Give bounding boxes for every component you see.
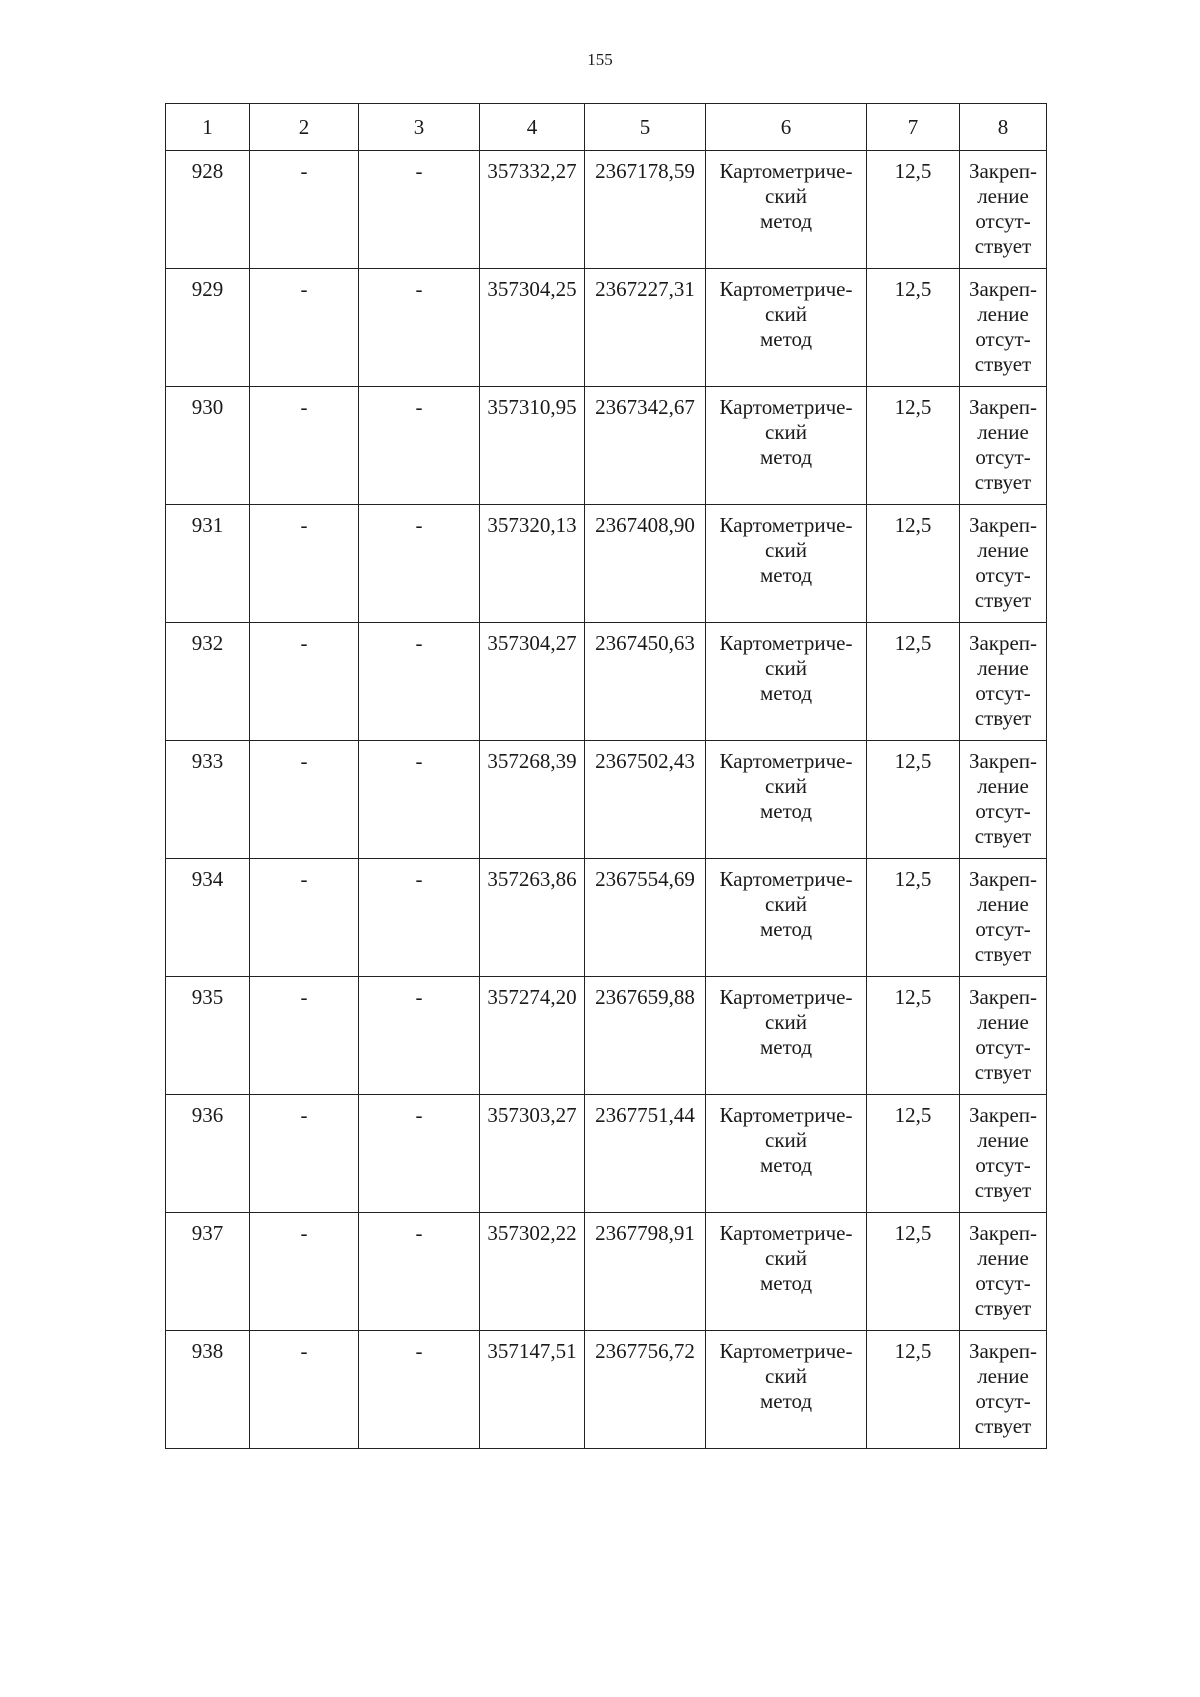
cell-text: 12,5 (894, 1339, 932, 1363)
accuracy-cell (867, 1213, 960, 1331)
cell-text: Картометриче- ский метод (719, 867, 853, 941)
point-number-cell (166, 1213, 250, 1331)
method-cell (706, 387, 867, 505)
point-number-cell (166, 623, 250, 741)
cell-text: 12,5 (894, 867, 932, 891)
y-coordinate-cell (585, 505, 706, 623)
cell-text: Картометриче- ский метод (719, 513, 853, 587)
cell-text: 12,5 (894, 513, 932, 537)
point-number-cell (166, 387, 250, 505)
cell-text: 934 (191, 867, 224, 891)
cell-text: 928 (191, 159, 224, 183)
cell-text: 12,5 (894, 631, 932, 655)
cell-text: 357332,27 (487, 159, 577, 183)
cell-text: 357263,86 (487, 867, 577, 891)
point-number-cell (166, 741, 250, 859)
column-header-6: 6 (706, 104, 867, 151)
cell-text: - (415, 631, 423, 655)
fixation-cell (960, 387, 1047, 505)
point-number-cell (166, 1331, 250, 1449)
cell-text: 357274,20 (487, 985, 577, 1009)
cell-text: - (300, 513, 308, 537)
method-cell (706, 977, 867, 1095)
method-cell (706, 1213, 867, 1331)
cell-text: 12,5 (894, 1221, 932, 1245)
column-2-cell (250, 977, 359, 1095)
cell-text: 357147,51 (487, 1339, 577, 1363)
cell-text: 2367659,88 (595, 985, 695, 1009)
x-coordinate-cell (480, 623, 585, 741)
point-number-cell (166, 1095, 250, 1213)
column-2-cell (250, 1213, 359, 1331)
cell-text: - (415, 749, 423, 773)
column-header-3: 3 (359, 104, 480, 151)
method-cell (706, 269, 867, 387)
fixation-cell (960, 505, 1047, 623)
column-2-cell (250, 269, 359, 387)
method-cell (706, 623, 867, 741)
point-number-cell (166, 505, 250, 623)
fixation-cell (960, 859, 1047, 977)
y-coordinate-cell (585, 859, 706, 977)
cell-text: Закреп- ление отсут- ствует (968, 749, 1038, 848)
cell-text: - (300, 1339, 308, 1363)
table-row (166, 741, 1047, 859)
cell-text: 931 (191, 513, 224, 537)
accuracy-cell (867, 505, 960, 623)
column-header-2: 2 (250, 104, 359, 151)
cell-text: 2367227,31 (595, 277, 695, 301)
table-row (166, 977, 1047, 1095)
column-3-cell (359, 859, 480, 977)
cell-text: Закреп- ление отсут- ствует (968, 395, 1038, 494)
fixation-cell (960, 1331, 1047, 1449)
accuracy-cell (867, 741, 960, 859)
fixation-cell (960, 1095, 1047, 1213)
cell-text: 2367751,44 (595, 1103, 695, 1127)
column-3-cell (359, 1213, 480, 1331)
table-row (166, 387, 1047, 505)
accuracy-cell (867, 859, 960, 977)
table-row (166, 505, 1047, 623)
cell-text: - (415, 1103, 423, 1127)
page-number: 155 (587, 50, 613, 69)
cell-text: Картометриче- ский метод (719, 1221, 853, 1295)
cell-text: - (415, 513, 423, 537)
cell-text: 357304,25 (487, 277, 577, 301)
cell-text: - (415, 1339, 423, 1363)
cell-text: 937 (191, 1221, 224, 1245)
method-cell (706, 1331, 867, 1449)
fixation-cell (960, 269, 1047, 387)
table-row (166, 1331, 1047, 1449)
method-cell (706, 741, 867, 859)
x-coordinate-cell (480, 1095, 585, 1213)
cell-text: - (300, 277, 308, 301)
y-coordinate-cell (585, 1331, 706, 1449)
fixation-cell (960, 741, 1047, 859)
table-body (166, 151, 1047, 1449)
cell-text: Закреп- ление отсут- ствует (968, 1221, 1038, 1320)
x-coordinate-cell (480, 151, 585, 269)
column-3-cell (359, 269, 480, 387)
cell-text: 2367178,59 (595, 159, 695, 183)
cell-text: Закреп- ление отсут- ствует (968, 1103, 1038, 1202)
x-coordinate-cell (480, 1331, 585, 1449)
x-coordinate-cell (480, 387, 585, 505)
cell-text: - (415, 1221, 423, 1245)
y-coordinate-cell (585, 151, 706, 269)
cell-text: 938 (191, 1339, 224, 1363)
accuracy-cell (867, 151, 960, 269)
cell-text: - (415, 395, 423, 419)
cell-text: - (415, 867, 423, 891)
cell-text: - (300, 159, 308, 183)
x-coordinate-cell (480, 269, 585, 387)
cell-text: Закреп- ление отсут- ствует (968, 1339, 1038, 1438)
cell-text: Картометриче- ский метод (719, 985, 853, 1059)
accuracy-cell (867, 1331, 960, 1449)
cell-text: 2367756,72 (595, 1339, 695, 1363)
cell-text: - (300, 867, 308, 891)
cell-text: - (300, 1221, 308, 1245)
column-2-cell (250, 623, 359, 741)
fixation-cell (960, 151, 1047, 269)
column-3-cell (359, 151, 480, 269)
column-2-cell (250, 151, 359, 269)
column-2-cell (250, 1095, 359, 1213)
table-row (166, 1095, 1047, 1213)
accuracy-cell (867, 269, 960, 387)
cell-text: 2367798,91 (595, 1221, 695, 1245)
accuracy-cell (867, 623, 960, 741)
cell-text: Картометриче- ский метод (719, 749, 853, 823)
cell-text: 935 (191, 985, 224, 1009)
cell-text: Закреп- ление отсут- ствует (968, 631, 1038, 730)
column-header-4: 4 (480, 104, 585, 151)
cell-text: 12,5 (894, 749, 932, 773)
cell-text: - (300, 631, 308, 655)
table-row (166, 269, 1047, 387)
y-coordinate-cell (585, 1095, 706, 1213)
cell-text: - (300, 985, 308, 1009)
point-number-cell (166, 977, 250, 1095)
cell-text: 2367554,69 (595, 867, 695, 891)
accuracy-cell (867, 1095, 960, 1213)
y-coordinate-cell (585, 977, 706, 1095)
cell-text: Закреп- ление отсут- ствует (968, 513, 1038, 612)
x-coordinate-cell (480, 741, 585, 859)
cell-text: 357310,95 (487, 395, 577, 419)
column-3-cell (359, 623, 480, 741)
y-coordinate-cell (585, 741, 706, 859)
y-coordinate-cell (585, 1213, 706, 1331)
cell-text: Закреп- ление отсут- ствует (968, 159, 1038, 258)
y-coordinate-cell (585, 623, 706, 741)
cell-text: Картометриче- ский метод (719, 631, 853, 705)
cell-text: Картометриче- ский метод (719, 277, 853, 351)
cell-text: 12,5 (894, 277, 932, 301)
cell-text: - (300, 395, 308, 419)
cell-text: Закреп- ление отсут- ствует (968, 867, 1038, 966)
cell-text: 357268,39 (487, 749, 577, 773)
cell-text: 2367408,90 (595, 513, 695, 537)
column-3-cell (359, 977, 480, 1095)
column-2-cell (250, 1331, 359, 1449)
table-header-row (166, 104, 1047, 151)
cell-text: 2367342,67 (595, 395, 695, 419)
method-cell (706, 505, 867, 623)
cell-text: - (300, 1103, 308, 1127)
table-row (166, 859, 1047, 977)
table-row (166, 623, 1047, 741)
cell-text: 2367502,43 (595, 749, 695, 773)
cell-text: 932 (191, 631, 224, 655)
column-2-cell (250, 387, 359, 505)
cell-text: 12,5 (894, 159, 932, 183)
coordinates-table (165, 103, 1047, 1449)
point-number-cell (166, 269, 250, 387)
method-cell (706, 151, 867, 269)
accuracy-cell (867, 977, 960, 1095)
y-coordinate-cell (585, 269, 706, 387)
x-coordinate-cell (480, 859, 585, 977)
x-coordinate-cell (480, 977, 585, 1095)
y-coordinate-cell (585, 387, 706, 505)
fixation-cell (960, 977, 1047, 1095)
cell-text: 2367450,63 (595, 631, 695, 655)
point-number-cell (166, 151, 250, 269)
column-header-1: 1 (166, 104, 250, 151)
cell-text: 933 (191, 749, 224, 773)
cell-text: 936 (191, 1103, 224, 1127)
cell-text: 929 (191, 277, 224, 301)
cell-text: 357303,27 (487, 1103, 577, 1127)
cell-text: 357302,22 (487, 1221, 577, 1245)
cell-text: 12,5 (894, 985, 932, 1009)
fixation-cell (960, 623, 1047, 741)
column-header-5: 5 (585, 104, 706, 151)
column-header-7: 7 (867, 104, 960, 151)
column-3-cell (359, 1095, 480, 1213)
cell-text: 357320,13 (487, 513, 577, 537)
cell-text: 357304,27 (487, 631, 577, 655)
column-2-cell (250, 741, 359, 859)
cell-text: 930 (191, 395, 224, 419)
point-number-cell (166, 859, 250, 977)
column-3-cell (359, 387, 480, 505)
table-row (166, 151, 1047, 269)
fixation-cell (960, 1213, 1047, 1331)
column-2-cell (250, 505, 359, 623)
cell-text: Картометриче- ский метод (719, 395, 853, 469)
cell-text: - (415, 985, 423, 1009)
table-row (166, 1213, 1047, 1331)
cell-text: - (415, 159, 423, 183)
method-cell (706, 859, 867, 977)
cell-text: Картометриче- ский метод (719, 159, 853, 233)
cell-text: - (415, 277, 423, 301)
cell-text: Картометриче- ский метод (719, 1103, 853, 1177)
column-3-cell (359, 505, 480, 623)
cell-text: - (300, 749, 308, 773)
cell-text: Картометриче- ский метод (719, 1339, 853, 1413)
accuracy-cell (867, 387, 960, 505)
column-3-cell (359, 741, 480, 859)
column-2-cell (250, 859, 359, 977)
x-coordinate-cell (480, 505, 585, 623)
column-3-cell (359, 1331, 480, 1449)
cell-text: 12,5 (894, 1103, 932, 1127)
cell-text: Закреп- ление отсут- ствует (968, 985, 1038, 1084)
method-cell (706, 1095, 867, 1213)
cell-text: Закреп- ление отсут- ствует (968, 277, 1038, 376)
column-header-8: 8 (960, 104, 1047, 151)
x-coordinate-cell (480, 1213, 585, 1331)
cell-text: 12,5 (894, 395, 932, 419)
